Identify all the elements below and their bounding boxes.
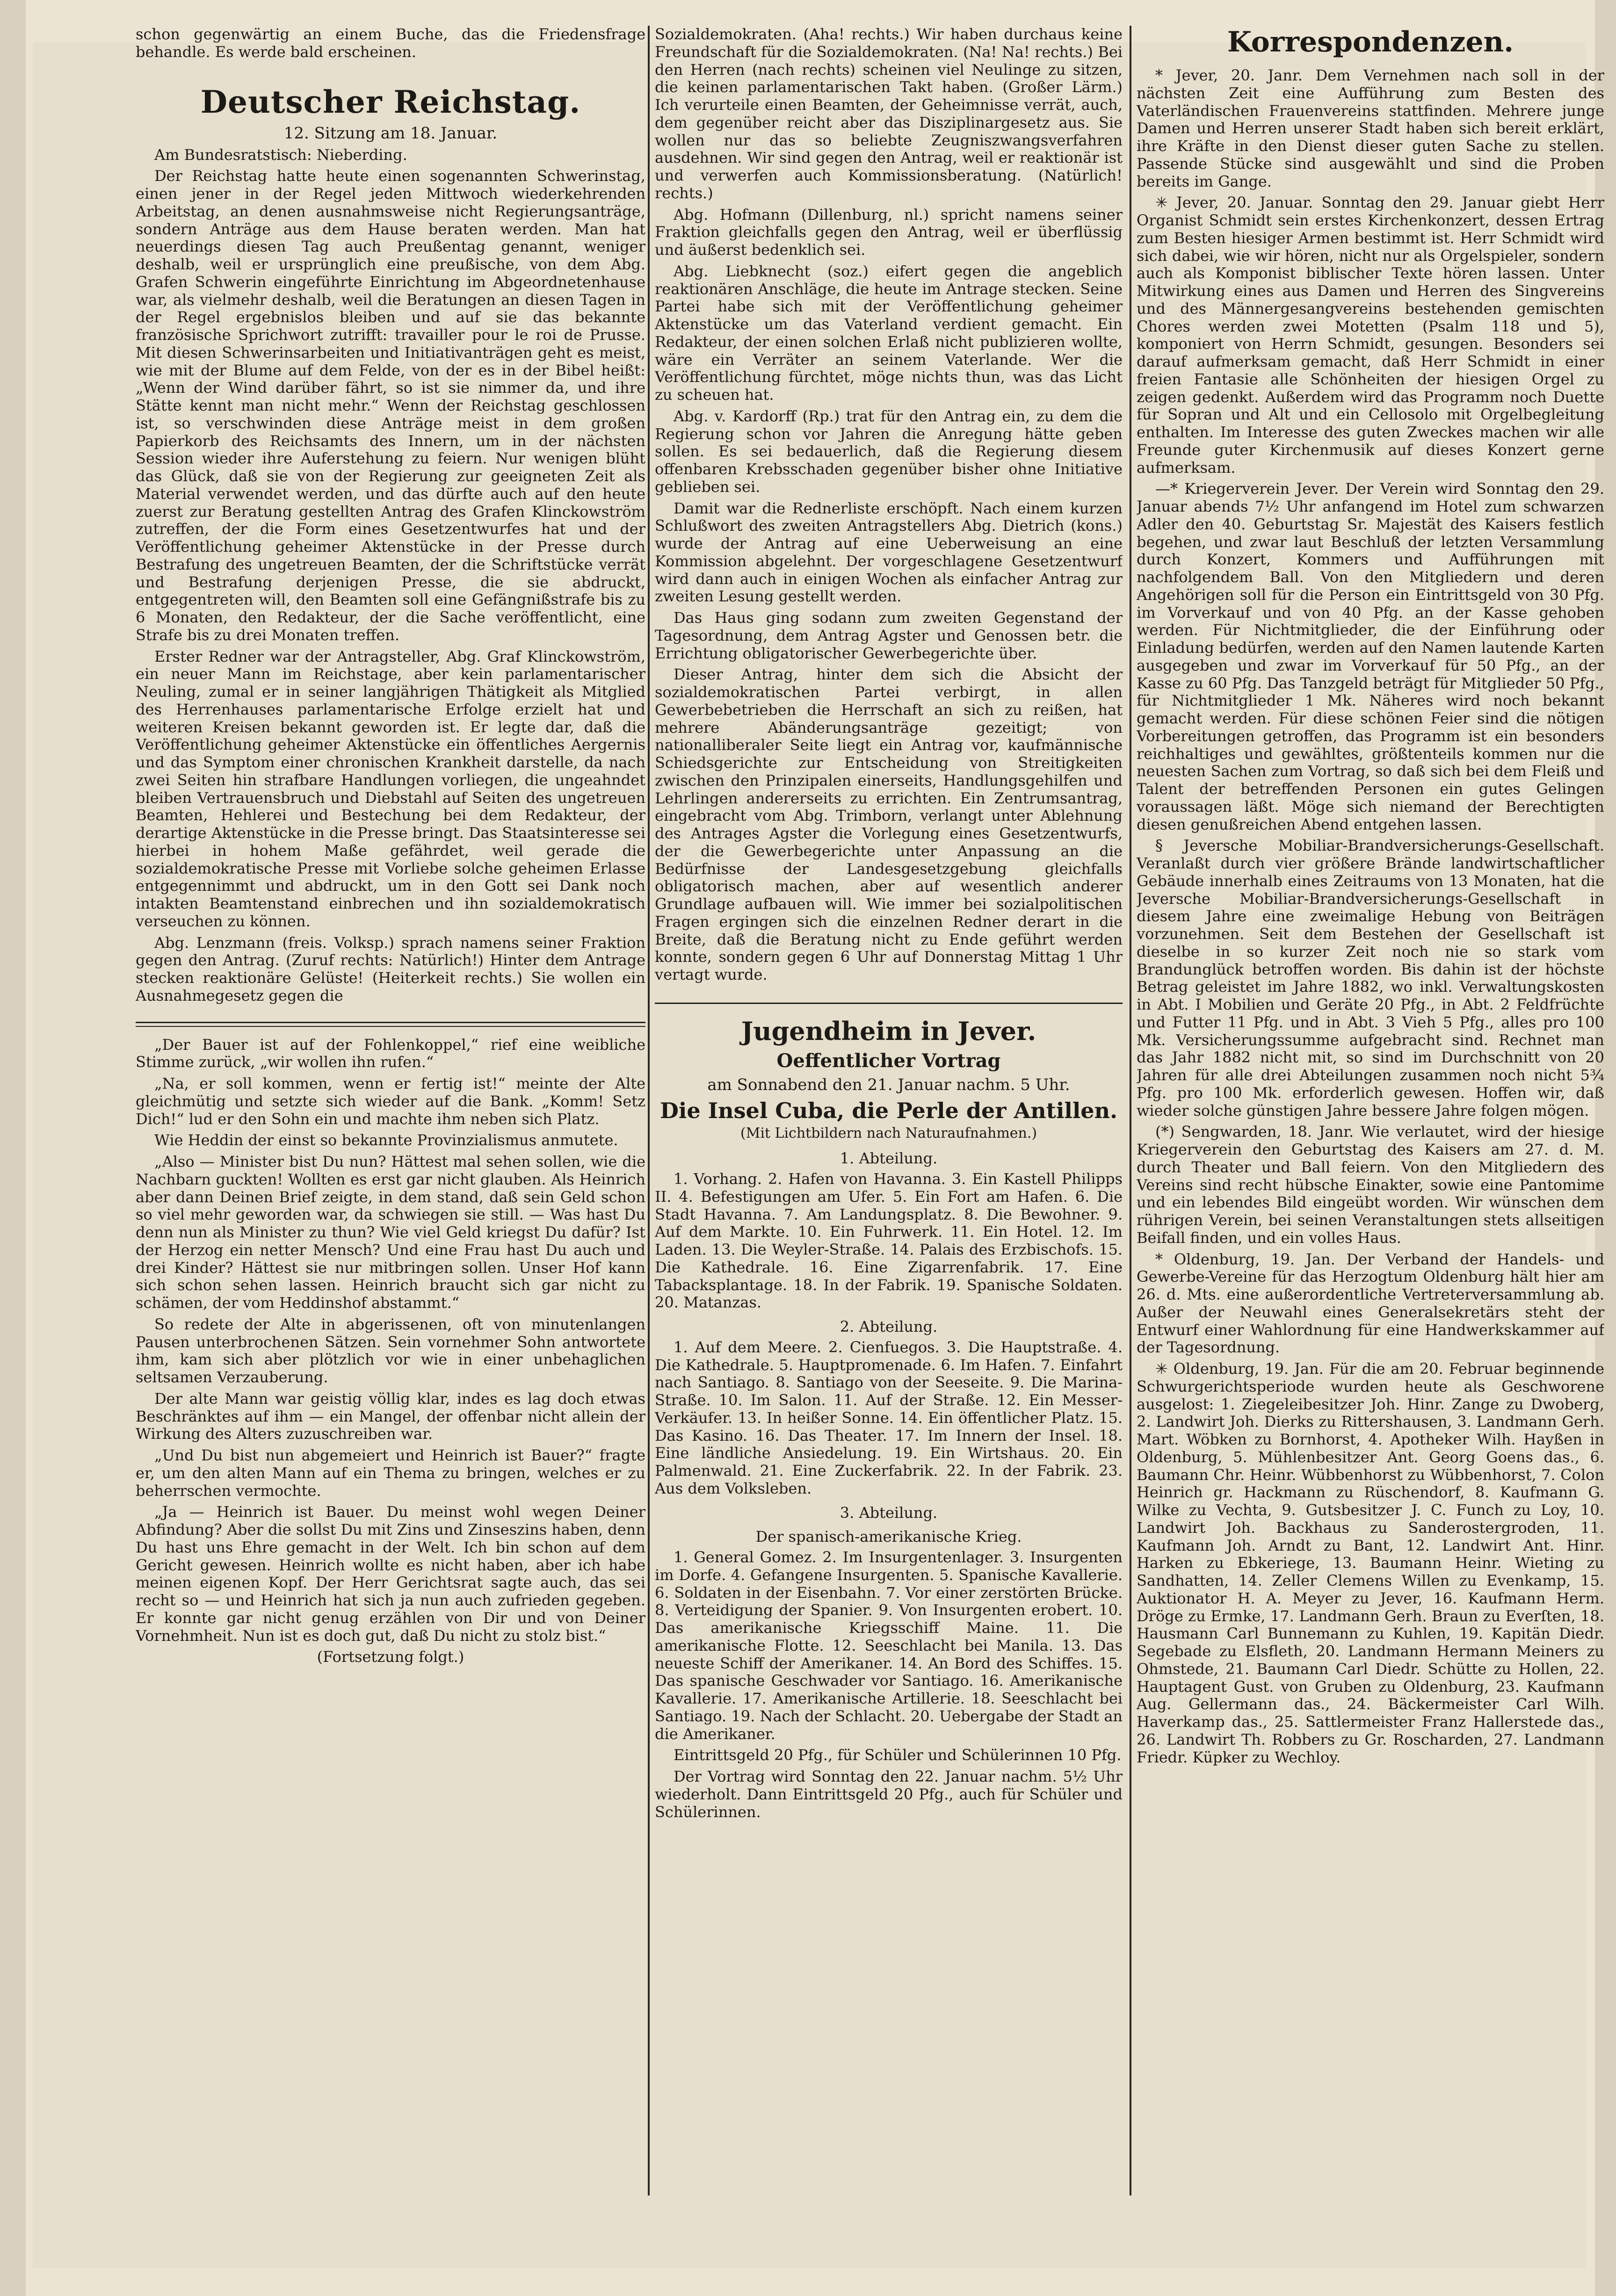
story-paragraph: Der alte Mann war geistig völlig klar, indes es lag doch etwas Beschränktes auf ihm — ein Mangel, der offenbar nicht allein der Wirkung des Alters zuzuschreiben war.	[136, 1389, 645, 1443]
section-subheading: Der spanisch-amerikanische Krieg.	[755, 1528, 1022, 1546]
article-paragraph: Sozialdemokraten. (Aha! rechts.) Wir haben durchaus keine Freundschaft für die Sozialdemokraten. (Na! Na! rechts.) Bei den Herren (nach rechts) scheinen viel Neulinge zu sitzen, die keinen parlamentarischen Takt haben. (Großer Lärm.) Ich verurteile einen Beamten, der Geheimnisse verrät, auch, dem gegenüber reicht aber das Disziplinargesetz aus. Sie wollen nur das so beliebte Zeugniszwangsverfahren ausdehnen. Wir sind gegen den Antrag, weil er reaktionär ist und verwerfen auch Kommissionsberatung. (Natürlich! rechts.)	[655, 26, 1123, 202]
section-heading: 1. Abteilung.	[840, 1149, 938, 1168]
article-paragraph: Abg. v. Kardorff (Rp.) trat für den Antrag ein, zu dem die Regierung schon vor Jahren die Anregung hätte geben sollen. Es sei bedauerlich, daß die Regierung diesem offenbaren Krebsschaden gegenüber bisher ohne Initiative geblieben sei.	[655, 407, 1123, 496]
column-middle	[655, 26, 1123, 2195]
lecture-kicker: Oeffentlicher Vortrag	[776, 1049, 1001, 1072]
lecture-title: Die Insel Cuba, die Perle der Antillen.	[659, 1098, 1118, 1124]
column-right	[1137, 26, 1604, 2195]
story-paragraph: „Na, er soll kommen, wenn er fertig ist!“ meinte der Alte gleichmütig und setzte sich wieder auf die Bank. „Komm! Setz Dich!“ lud er den Sohn ein und machte ihm neben sich Platz.	[136, 1075, 645, 1128]
article-paragraph: Abg. Lenzmann (freis. Volksp.) sprach namens seiner Fraktion gegen den Antrag. (Zuruf rechts: Natürlich!) Hinter dem Antrage stecken reaktionäre Gelüste! (Heiterkeit rechts.) Sie wollen ein Ausnahmegesetz gegen die	[136, 933, 645, 1004]
reichstag-title: Deutscher Reichstag.	[200, 83, 581, 120]
news-item: ✳ Oldenburg, 19. Jan. Für die am 20. Februar beginnende Schwurgerichtsperiode wurden heute als Geschworene ausgelost: 1. Ziegeleibesitzer Joh. Hinr. Zange zu Dwoberg, 2. Landwirt Joh. Dierks zu Rittershausen, 3. Landmann Gerh. Mart. Wöbken zu Bornhorst, 4. Apotheker Wilh. Hayßen in Oldenburg, 5. Mühlenbesitzer Ant. Georg Goens das., 6. Baumann Chr. Heinr. Wübbenhorst zu Wübbenhorst, 7. Colon Heinrich gr. Hackmann zu Rüschendorf, 8. Kaufmann G. Wilke zu Vechta, 9. Gutsbesitzer J. C. Funch zu Loy, 10. Landwirt Joh. Backhaus zu Sanderostergroden, 11. Kaufmann Joh. Arndt zu Bant, 12. Landwirt Ant. Hinr. Harken zu Ebkeriege, 13. Baumann Heinr. Wieting zu Sandhatten, 14. Zeller Clemens Willen zu Evenkamp, 15. Auktionator H. A. Meyer zu Jever, 16. Kaufmann Herm. Dröge zu Ermke, 17. Landmann Gerh. Braun zu Everſten, 18. Hausmann Carl Bunnemann zu Kuhlen, 19. Kapitän Diedr. Segebade zu Elsfleth, 20. Landmann Hermann Meiners zu Ohmstede, 21. Baumann Carl Diedr. Schütte zu Hollen, 22. Hauptagent Gust. von Gruben zu Oldenburg, 23. Kaufmann Aug. Gellermann das., 24. Bäckermeister Carl Wilh. Haverkamp das., 25. Sattlermeister Franz Hallerstede das., 26. Landwirt Th. Robbers zu Gr. Roscharden, 27. Landmann Friedr. Küpker zu Wechloy.	[1137, 1360, 1604, 1766]
section-heading: 3. Abteilung.	[840, 1503, 938, 1522]
story-paragraph: „Also — Minister bist Du nun? Hättest mal sehen sollen, wie die Nachbarn guckten! Wollten es erst gar nicht glauben. Als Heinrich aber dann Deinen Brief zeigte, in dem stand, daß sein Geld schon so viel mehr geworden war, da schwiegen sie still. — Was hast Du denn nun als Minister zu thun? Wie viel Geld kriegst Du dafür? Ist der Herzog ein netter Mensch? Und eine Frau hast Du auch und drei Kinder? Hättest sie nur mitbringen sollen. Unser Hof kann sich schon sehen lassen. Heinrich braucht sich gar nicht zu schämen, der vom Heddinshof abstammt.“	[136, 1153, 645, 1312]
article-paragraph: Abg. Liebknecht (soz.) eifert gegen die angeblich reaktionären Anschläge, die heute im Antrage stecken. Seine Partei habe sich mit der Veröffentlichung geheimer Aktenstücke um das Vaterland verdient gemacht. Ein Redakteur, der einen solchen Erlaß nicht publizieren wollte, wäre ein Verräter an seinem Vaterlande. Wer die Veröffentlichung fürchtet, möge nichts thun, was das Licht zu scheuen hat.	[655, 262, 1123, 404]
column-left	[136, 26, 645, 2195]
korrespondenzen-title: Korrespondenzen.	[1227, 26, 1514, 58]
news-item: —* Kriegerverein Jever. Der Verein wird Sonntag den 29. Januar abends 7½ Uhr anfangend im Hotel zum schwarzen Adler den 40. Geburtstag Sr. Majestät des Kaisers festlich begehen, und zwar laut Beschluß der letzten Versammlung durch Konzert, Kommers und Aufführungen mit nachfolgendem Ball. Von den Mitgliedern und deren Angehörigen soll für die Person ein Eintrittsgeld von 30 Pfg. im Vorverkauf und von 40 Pfg. an der Kasse gehoben werden. Für Nichtmitglieder, die der Einführung oder Einladung bedürfen, werden auf den Namen lautende Karten ausgegeben und zwar im Vorverkauf für 50 Pfg., an der Kasse zu 60 Pfg. Das Tanzgeld beträgt für Mitglieder 50 Pfg., für Nichtmitglieder 1 Mk. Näheres wird noch bekannt gemacht werden. Für diese schönen Feier sind die nötigen Vorbereitungen getroffen, das Programm ist ein besonders reichhaltiges und gewähltes, größtenteils kommen nur die neuesten Sachen zum Vortrag, so daß sich bei dem Fleiß und Talent der betreffenden Personen ein gutes Gelingen voraussagen läßt. Möge sich niemand der Berechtigten diesen genußreichen Abend entgehen lassen.	[1137, 480, 1604, 833]
section-list: 1. Vorhang. 2. Hafen von Havanna. 3. Ein Kastell Philipps II. 4. Befestigungen am Ufer. 5. Ein Fort am Hafen. 6. Die Stadt Havanna. 7. Am Landungsplatz. 8. Die Bewohner. 9. Auf dem Markte. 10. Ein Fuhrwerk. 11. Ein Hotel. 12. Im Laden. 13. Die Weyler-Straße. 14. Palais des Erzbischofs. 15. Die Kathedrale. 16. Eine Zigarrenfabrik. 17. Eine Tabacksplantage. 18. In der Fabrik. 19. Spanische Soldaten. 20. Matanzas.	[655, 1170, 1123, 1312]
section-heading: 2. Abteilung.	[840, 1318, 938, 1336]
column-rule	[648, 26, 650, 2195]
article-paragraph: Erster Redner war der Antragsteller, Abg. Graf Klinckowström, ein neuer Mann im Reichstage, aber kein parlamentarischer Neuling, zumal er in seiner langjährigen Thätigkeit als Mitglied des Herrenhauses parlamentarische Erfolge erzielt hat und weiteren Kreisen bekannt geworden ist. Er legte dar, daß die Veröffentlichung geheimer Aktenstücke ein öffentliches Aergernis und das Symptom einer chronischen Krankheit darstelle, da nach zwei Seiten hin strafbare Handlungen vorliegen, die ungeahndet bleiben Vertrauensbruch und Diebstahl auf Seiten des ungetreuen Beamten, Hehlerei und Bestechung bei dem Redakteur, der derartige Aktenstücke in die Presse bringt. Das Staatsinteresse sei hierbei in hohem Maße gefährdet, weil gerade die sozialdemokratische Presse mit Vorliebe solche geheimen Erlasse entgegennimmt und abdruckt, um in den Gott sei Dank noch intakten Beamtenstand einbrechen und ihn sozialdemokratisch verseuchen zu können.	[136, 647, 645, 930]
section-list: 1. Auf dem Meere. 2. Cienfuegos. 3. Die Hauptstraße. 4. Die Kathedrale. 5. Hauptpromenade. 6. Im Hafen. 7. Einfahrt nach Santiago. 8. Santiago von der Seeseite. 9. Die Marina-Straße. 10. Im Salon. 11. Auf der Straße. 12. Ein Messer-Verkäufer. 13. In heißer Sonne. 14. Ein öffentlicher Platz. 15. Das Kasino. 16. Das Theater. 17. Im Innern der Insel. 18. Eine ländliche Ansiedelung. 19. Ein Wirtshaus. 20. Ein Palmenwald. 21. Eine Zuckerfabrik. 22. In der Fabrik. 23. Aus dem Volksleben.	[655, 1338, 1123, 1497]
news-item: * Oldenburg, 19. Jan. Der Verband der Handels- und Gewerbe-Vereine für das Herzogtum Oldenburg hält hier am 26. d. Mts. eine außerordentliche Vertreterversammlung ab. Außer der Neuwahl eines Generalsekretärs steht der Entwurf einer Wahlordnung für eine Handwerkskammer auf der Tagesordnung.	[1137, 1250, 1604, 1357]
article-paragraph: Der Reichstag hatte heute einen sogenannten Schwerinstag, einen jener in der Regel jeden Mittwoch wiederkehrenden Arbeitstag, an denen ausnahmsweise nicht Regierungsanträge, sondern Anträge aus dem Hause beraten werden. Man hat neuerdings diesen Tag auch Preußentag genannt, weniger deshalb, weil er ursprünglich eine preußische, von dem Abg. Grafen Schwerin eingeführte Einrichtung im Abgeordnetenhause war, als vielmehr deshalb, weil die Beratungen an diesen Tagen in der Regel ergebnislos bleiben und auf sie das bekannte französische Sprichwort zutrifft: travailler pour le roi de Prusse. Mit diesen Schwerinsarbeiten und Initiativanträgen geht es meist, wie mit der Blume auf dem Felde, von der es in der Bibel heißt: „Wenn der Wind darüber fährt, so ist sie nimmer da, und ihre Stätte kennt man nicht mehr.“ Wenn der Reichstag geschlossen ist, so verschwinden diese Anträge meist in dem großen Papierkorb des Reichsamts des Innern, um in der nächsten Session wieder ihre Auferstehung zu feiern. Nur wenigen blüht das Glück, daß sie von der Regierung zur geeigneten Zeit als Material verwendet werden, und das dürfte auch auf den heute zuerst zur Beratung gestellten Antrag des Grafen Klinckowström zutreffen, der die Form eines Gesetzentwurfes hat und der Veröffentlichung geheimer Aktenstücke in der Presse durch Bestrafung des ungetreuen Beamten, der die Schriftstücke verrät und Bestrafung derjenigen Presse, die sie abdruckt, entgegentreten will, den Beamten soll eine Gefängnißstrafe bis zu 6 Monaten, den Redakteur, der die Sache veröffentlicht, eine Strafe bis zu drei Monaten treffen.	[136, 167, 645, 644]
scan-margin-left	[0, 0, 26, 2296]
session-line: 12. Sitzung am 18. Januar.	[283, 123, 498, 143]
news-item: ✳ Jever, 20. Januar. Sonntag den 29. Januar giebt Herr Organist Schmidt sein erstes Kirchenkonzert, dessen Ertrag zum Besten hiesiger Armen bestimmt ist. Herr Schmidt wird sich dabei, wie wir hören, nicht nur als Orgelspieler, sondern auch als Komponist biblischer Texte hören lassen. Unter Mitwirkung eines aus Damen und Herren des Singvereins und des Männergesangvereins bestehenden gemischten Chores werden zwei Motetten (Psalm 118 und 5), komponiert von Herrn Schmidt, gesungen. Besonders sei darauf aufmerksam gemacht, daß Herr Schmidt in einer freien Fantasie alle Schönheiten der hiesigen Orgel zu zeigen gedenkt. Außerdem wird das Programm noch Duette für Sopran und Alt und ein Cellosolo mit Orgelbegleitung enthalten. Im Interesse des guten Zweckes machen wir alle Freunde guter Kirchenmusik auf dieses Konzert gerne aufmerksam.	[1137, 194, 1604, 477]
story-paragraph: So redete der Alte in abgerissenen, oft von minutenlangen Pausen unterbrochenen Sätzen. Sein vornehmer Sohn antwortete ihm, kam sich aber plötzlich vor wie in einer unbehaglichen seltsamen Verzauberung.	[136, 1315, 645, 1386]
intro-text: schon gegenwärtig an einem Buche, das die Friedensfrage behandle. Es werde bald erscheinen.	[136, 26, 645, 61]
bench-line: Am Bundesratstisch: Nieberding.	[154, 145, 407, 164]
section-list: 1. General Gomez. 2. Im Insurgentenlager. 3. Insurgenten im Dorfe. 4. Gefangene Insurgenten. 5. Spanische Kavallerie. 6. Soldaten in der Eisenbahn. 7. Vor einer zerstörten Brücke. 8. Verteidigung der Spanier. 9. Von Insurgenten erobert. 10. Das amerikanische Kriegsschiff Maine. 11. Die amerikanische Flotte. 12. Seeschlacht bei Manila. 13. Das neueste Schiff der Amerikaner. 14. An Bord des Schiffes. 15. Das spanische Geschwader vor Santiago. 16. Amerikanische Kavallerie. 17. Amerikanische Artillerie. 18. Seeschlacht bei Santiago. 19. Nach der Schlacht. 20. Uebergabe der Stadt an die Amerikaner.	[655, 1548, 1123, 1743]
lecture-note: (Mit Lichtbildern nach Naturaufnahmen.)	[740, 1125, 1037, 1142]
article-paragraph: Das Haus ging sodann zum zweiten Gegenstand der Tagesordnung, dem Antrag Agster und Genossen betr. die Errichtung obligatorischer Gewerbegerichte über.	[655, 609, 1123, 662]
lecture-date: am Sonnabend den 21. Januar nachm. 5 Uhr.	[707, 1075, 1070, 1094]
fee-line: Eintrittsgeld 20 Pfg., für Schüler und Schülerinnen 10 Pfg.	[674, 1746, 1122, 1764]
story-paragraph: „Und Du bist nun abgemeiert und Heinrich ist Bauer?“ fragte er, um den alten Mann auf ein Thema zu bringen, welches er zu beherrschen vermochte.	[136, 1446, 645, 1500]
repeat-line: Der Vortrag wird Sonntag den 22. Januar nachm. 5½ Uhr wiederholt. Dann Eintrittsgeld 20 Pfg., auch für Schüler und Schülerinnen.	[655, 1768, 1123, 1821]
jugendheim-title: Jugendheim in Jever.	[741, 1016, 1036, 1046]
feuilleton-divider	[136, 1022, 645, 1027]
section-divider	[655, 1003, 1123, 1004]
article-paragraph: Damit war die Rednerliste erschöpft. Nach einem kurzen Schlußwort des zweiten Antragstellers Abg. Dietrich (kons.) wurde der Antrag auf eine Ueberweisung an eine Kommission abgelehnt. Der vorgeschlagene Gesetzentwurf wird dann auch in einigen Wochen als einfacher Antrag zur zweiten Lesung gestellt werden.	[655, 499, 1123, 606]
story-paragraph: „Der Bauer ist auf der Fohlenkoppel,“ rief eine weibliche Stimme zurück, „wir wollen ihn rufen.“	[136, 1035, 645, 1071]
news-item: § Jeversche Mobiliar-Brandversicherungs-Gesellschaft. Veranlaßt durch vier größere Brände landwirtschaftlicher Gebäude innerhalb eines Zeitraums von 13 Monaten, hat die Jeversche Mobiliar-Brandversicherungs-Gesellschaft in diesem Jahre eine zweimalige Hebung von Beiträgen vorzunehmen. Seit dem Bestehen der Gesellschaft ist dieselbe in so kurzer Zeit noch nie so stark vom Brandunglück betroffen worden. Bis dahin ist der höchste Betrag geleistet im Jahre 1882, wo inkl. Verwaltungskosten in Abt. I Mobilien und Geräte 20 Pfg., in Abt. 2 Feldfrüchte und Futter 11 Pfg. und in Abt. 3 Vieh 5 Pfg., alles pro 100 Mk. Versicherungssumme aufgebracht sind. Rechnet man das Jahr 1882 nicht mit, so sind im Durchschnitt von 20 Jahren für alle drei Abteilungen zusammen noch nicht 5¾ Pfg. pro 100 Mk. erforderlich gewesen. Hoffen wir, daß wieder solche günstigen Jahre bessere Jahre folgen mögen.	[1137, 837, 1604, 1119]
continued-note: (Fortsetzung folgt.)	[317, 1648, 464, 1666]
article-paragraph: Dieser Antrag, hinter dem sich die Absicht der sozialdemokratischen Partei verbirgt, in allen Gewerbebetrieben die Herrschaft an sich zu reißen, hat mehrere Abänderungsanträge gezeitigt; von nationalliberaler Seite liegt ein Antrag vor, kaufmännische Schiedsgerichte zur Entscheidung von Streitigkeiten zwischen den Prinzipalen einerseits, Handlungsgehilfen und Lehrlingen andererseits zu errichten. Ein Zentrumsantrag, eingebracht vom Abg. Trimborn, verlangt unter Ablehnung des Antrages Agster die Vorlegung eines Gesetzentwurfs, der die Gewerbegerichte unter Anpassung an die Bedürfnisse der Landesgesetzgebung gleichfalls obligatorisch machen, aber auf wesentlich anderer Grundlage aufbauen will. Wie immer bei sozialpolitischen Fragen ergingen sich die einzelnen Redner derart in die Breite, daß die Beratung nicht zu Ende geführt werden konnte, sondern gegen 6 Uhr auf Donnerstag Mittag 1 Uhr vertagt wurde.	[655, 665, 1123, 983]
story-paragraph: „Ja — Heinrich ist Bauer. Du meinst wohl wegen Deiner Abfindung? Aber die sollst Du mit Zins und Zinseszins haben, denn Du hast uns Ehre gemacht in der Welt. Ich bin schon auf dem Gericht gewesen. Heinrich wollte es nicht haben, aber ich habe meinen eigenen Kopf. Der Herr Gerichtsrat sagte auch, das sei recht so — und Heinrich hat sich ja nun auch zufrieden gegeben. Er konnte gar nicht genug erzählen von Dir und von Deiner Vornehmheit. Nun ist es doch gut, daß Du nicht zu stolz bist.“	[136, 1503, 645, 1645]
article-paragraph: Abg. Hofmann (Dillenburg, nl.) spricht namens seiner Fraktion gleichfalls gegen den Antrag, weil er überflüssig und äußerst bedenklich sei.	[655, 205, 1123, 259]
column-rule	[1130, 26, 1131, 2195]
news-item: (*) Sengwarden, 18. Janr. Wie verlautet, wird der hiesige Kriegerverein den Geburtstag des Kaisers am 27. d. M. durch Theater und Ball feiern. Von den Mitgliedern des Vereins sind recht hübsche Einakter, sowie eine Pantomime und ein lebendes Bild eingeübt worden. Wir wünschen dem rührigen Verein, bei seinen Veranstaltungen stets allseitigen Beifall finden, und ein volles Haus.	[1137, 1123, 1604, 1247]
news-item: * Jever, 20. Janr. Dem Vernehmen nach soll in der nächsten Zeit eine Aufführung zum Besten des Vaterländischen Frauenvereins stattfinden. Mehrere junge Damen und Herren unserer Stadt haben sich bereit erklärt, ihre Kräfte in den Dienst dieser guten Sache zu stellen. Passende Stücke sind ausgewählt und sind die Proben bereits im Gange.	[1137, 66, 1604, 190]
story-paragraph: Wie Heddin der einst so bekannte Provinzialismus anmutete.	[154, 1131, 618, 1149]
